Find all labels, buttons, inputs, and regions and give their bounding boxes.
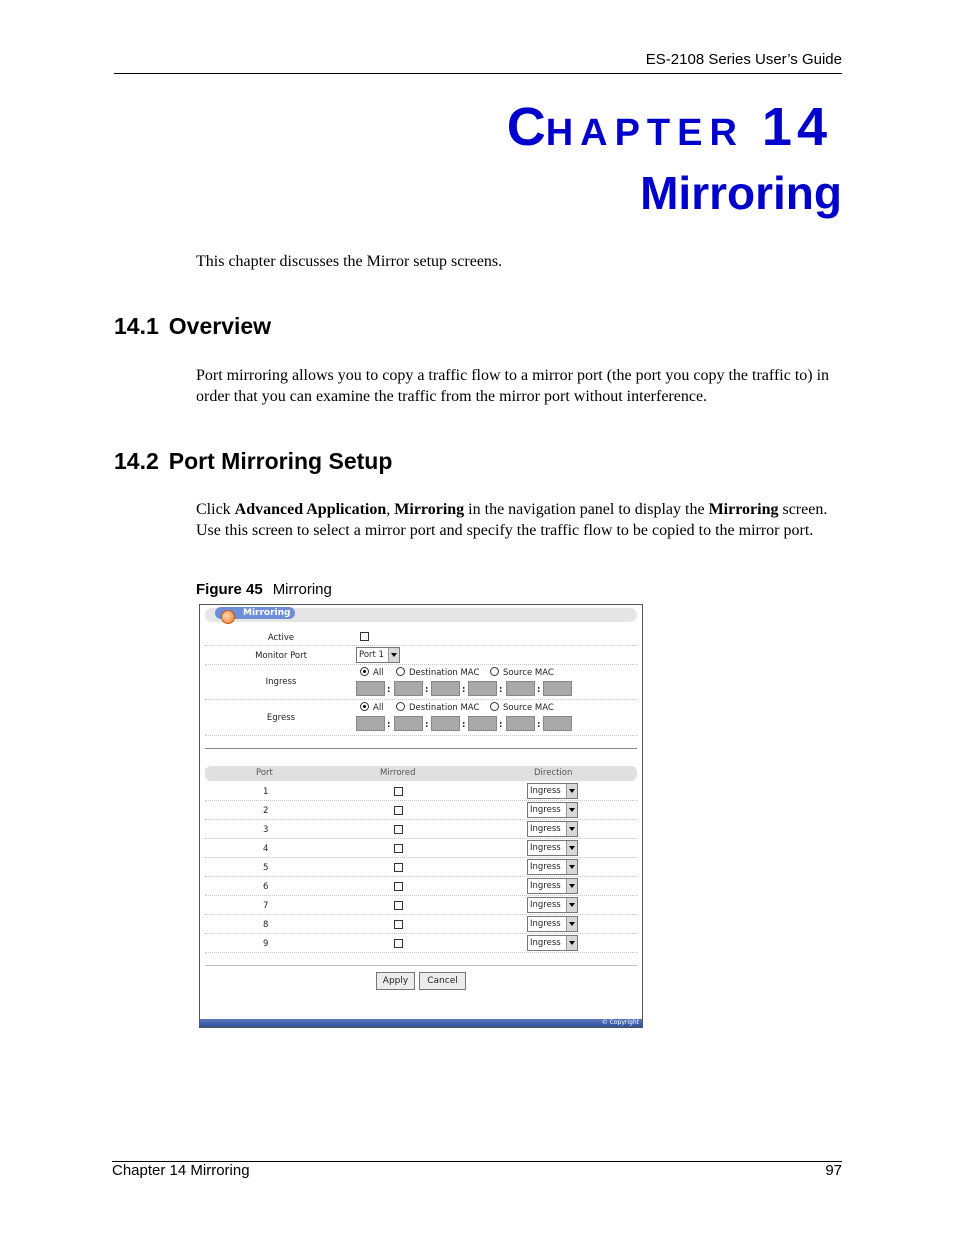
- egress-all-radio[interactable]: [360, 702, 369, 711]
- direction-select[interactable]: [527, 916, 578, 932]
- page-number: 97: [825, 1162, 842, 1179]
- footer-chapter: Chapter 14 Mirroring: [112, 1162, 250, 1179]
- egress-row: [205, 700, 637, 736]
- colon: :: [387, 720, 391, 730]
- buttons-divider: [205, 965, 637, 966]
- table-row: [205, 858, 637, 877]
- column-header-port: Port: [256, 768, 273, 778]
- text-fragment: screen. Use this screen to select a mirror port and specify the traffic flow to be copied to the mirror port.: [196, 501, 828, 539]
- section-heading-port-mirroring-setup: [114, 448, 392, 475]
- direction-value: Ingress: [530, 805, 561, 815]
- colon: :: [537, 685, 541, 695]
- port-number: 2: [263, 806, 269, 816]
- port-number: 5: [263, 863, 269, 873]
- egress-label: Egress: [266, 713, 296, 723]
- port-number: 8: [263, 920, 269, 930]
- direction-value: Ingress: [530, 786, 561, 796]
- mirrored-checkbox[interactable]: [394, 806, 403, 815]
- table-row: [205, 915, 637, 934]
- mirrored-checkbox[interactable]: [394, 863, 403, 872]
- mirrored-checkbox[interactable]: [394, 844, 403, 853]
- chevron-down-icon: [566, 917, 577, 931]
- egress-dest-mac-radio[interactable]: [396, 702, 405, 711]
- chevron-down-icon: [566, 803, 577, 817]
- table-row: [205, 877, 637, 896]
- direction-value: Ingress: [530, 843, 561, 853]
- mirrored-checkbox[interactable]: [394, 825, 403, 834]
- mirrored-checkbox[interactable]: [394, 787, 403, 796]
- monitor-port-value: Port 1: [359, 650, 384, 660]
- colon: :: [425, 685, 429, 695]
- egress-mac-field[interactable]: [543, 716, 572, 731]
- egress-all-label: All: [373, 703, 384, 713]
- chapter-first-letter: C: [506, 97, 546, 157]
- table-row: [205, 820, 637, 839]
- chevron-down-icon: [566, 860, 577, 874]
- direction-select[interactable]: [527, 840, 578, 856]
- colon: :: [537, 720, 541, 730]
- section-title: Port Mirroring Setup: [168, 448, 393, 474]
- colon: :: [462, 720, 466, 730]
- mirrored-checkbox[interactable]: [394, 939, 403, 948]
- egress-mac-field[interactable]: [506, 716, 535, 731]
- port-number: 4: [263, 844, 269, 854]
- colon: :: [462, 685, 466, 695]
- chevron-down-icon: [566, 841, 577, 855]
- chapter-number: 14: [761, 97, 832, 157]
- ingress-mac-field[interactable]: [431, 681, 460, 696]
- cancel-button[interactable]: Cancel: [419, 972, 466, 990]
- direction-select[interactable]: [527, 935, 578, 951]
- ingress-src-mac-label: Source MAC: [503, 668, 554, 678]
- text-fragment: in the navigation panel to display the: [464, 501, 709, 518]
- apply-button[interactable]: Apply: [376, 972, 415, 990]
- chevron-down-icon: [566, 936, 577, 950]
- chapter-label: [506, 97, 832, 157]
- chevron-down-icon: [388, 648, 399, 662]
- chapter-word: HAPTER: [545, 112, 744, 154]
- intro-paragraph: This chapter discusses the Mirror setup screens.: [196, 253, 503, 270]
- setup-paragraph: [196, 500, 842, 541]
- column-header-direction: Direction: [534, 768, 573, 778]
- ingress-mac-field[interactable]: [506, 681, 535, 696]
- table-row: [205, 934, 637, 953]
- table-row: [205, 839, 637, 858]
- mirroring-screen: [199, 604, 643, 1028]
- egress-src-mac-radio[interactable]: [490, 702, 499, 711]
- port-number: 6: [263, 882, 269, 892]
- direction-select[interactable]: [527, 802, 578, 818]
- mirrored-checkbox[interactable]: [394, 920, 403, 929]
- copyright-text: © Copyright: [601, 1019, 639, 1026]
- header-rule: [114, 73, 842, 74]
- active-checkbox[interactable]: [360, 632, 369, 641]
- egress-mac-field[interactable]: [356, 716, 385, 731]
- port-number: 7: [263, 901, 269, 911]
- colon: :: [499, 720, 503, 730]
- direction-value: Ingress: [530, 938, 561, 948]
- ingress-label: Ingress: [265, 677, 297, 687]
- ingress-dest-mac-label: Destination MAC: [409, 668, 480, 678]
- active-label: Active: [267, 633, 295, 643]
- table-row: [205, 801, 637, 820]
- egress-src-mac-label: Source MAC: [503, 703, 554, 713]
- direction-value: Ingress: [530, 862, 561, 872]
- direction-value: Ingress: [530, 824, 561, 834]
- ingress-mac-field[interactable]: [356, 681, 385, 696]
- section-number: 14.2: [114, 448, 159, 474]
- chevron-down-icon: [566, 879, 577, 893]
- ingress-mac-field[interactable]: [394, 681, 423, 696]
- direction-select[interactable]: [527, 859, 578, 875]
- chapter-title: Mirroring: [640, 167, 842, 219]
- ingress-all-radio[interactable]: [360, 667, 369, 676]
- column-header-mirrored: Mirrored: [380, 768, 416, 778]
- section-divider: [205, 748, 637, 749]
- overview-paragraph: Port mirroring allows you to copy a traffic flow to a mirror port (the port you copy the traffic to) in order that you can examine the traffic from the mirror port without interference.: [196, 367, 830, 405]
- direction-select[interactable]: [527, 783, 578, 799]
- egress-mac-field[interactable]: [431, 716, 460, 731]
- ingress-row: [205, 665, 637, 700]
- section-number: 14.1: [114, 313, 159, 339]
- colon: :: [499, 685, 503, 695]
- colon: :: [425, 720, 429, 730]
- chevron-down-icon: [566, 784, 577, 798]
- mirrored-checkbox[interactable]: [394, 882, 403, 891]
- ingress-mac-field[interactable]: [468, 681, 497, 696]
- ingress-all-label: All: [373, 668, 384, 678]
- chevron-down-icon: [566, 822, 577, 836]
- status-bar: [200, 1019, 642, 1027]
- table-row: [205, 896, 637, 915]
- port-number: 9: [263, 939, 269, 949]
- monitor-port-select[interactable]: [356, 647, 400, 663]
- colon: :: [387, 685, 391, 695]
- active-row: [205, 629, 637, 646]
- tab-icon: [221, 610, 235, 624]
- figure-caption-text: Mirroring: [272, 581, 332, 598]
- egress-mac-field[interactable]: [394, 716, 423, 731]
- egress-mac-field[interactable]: [468, 716, 497, 731]
- section-title: Overview: [168, 313, 272, 339]
- ingress-mac-field[interactable]: [543, 681, 572, 696]
- egress-dest-mac-label: Destination MAC: [409, 703, 480, 713]
- tab-mirroring[interactable]: Mirroring: [215, 607, 295, 619]
- port-number: 1: [263, 787, 269, 797]
- table-row: [205, 782, 637, 801]
- direction-value: Ingress: [530, 919, 561, 929]
- figure-label: Figure 45: [196, 581, 263, 598]
- bold-term: Advanced Application: [234, 501, 387, 518]
- figure-caption: [196, 581, 332, 598]
- mirrored-checkbox[interactable]: [394, 901, 403, 910]
- port-table-header: [205, 766, 637, 781]
- monitor-port-row: [205, 646, 637, 665]
- ingress-src-mac-radio[interactable]: [490, 667, 499, 676]
- direction-select[interactable]: [527, 821, 578, 837]
- ingress-dest-mac-radio[interactable]: [396, 667, 405, 676]
- direction-value: Ingress: [530, 881, 561, 891]
- guide-title: ES-2108 Series User’s Guide: [645, 51, 842, 68]
- direction-select[interactable]: [527, 878, 578, 894]
- port-number: 3: [263, 825, 269, 835]
- section-heading-overview: [114, 313, 271, 340]
- direction-select[interactable]: [527, 897, 578, 913]
- monitor-port-label: Monitor Port: [255, 651, 307, 661]
- tab-bar: [205, 608, 637, 622]
- bold-term: Mirroring: [394, 501, 465, 518]
- text-fragment: ,: [386, 501, 395, 518]
- chevron-down-icon: [566, 898, 577, 912]
- bold-term: Mirroring: [708, 501, 779, 518]
- direction-value: Ingress: [530, 900, 561, 910]
- text-fragment: Click: [196, 501, 235, 518]
